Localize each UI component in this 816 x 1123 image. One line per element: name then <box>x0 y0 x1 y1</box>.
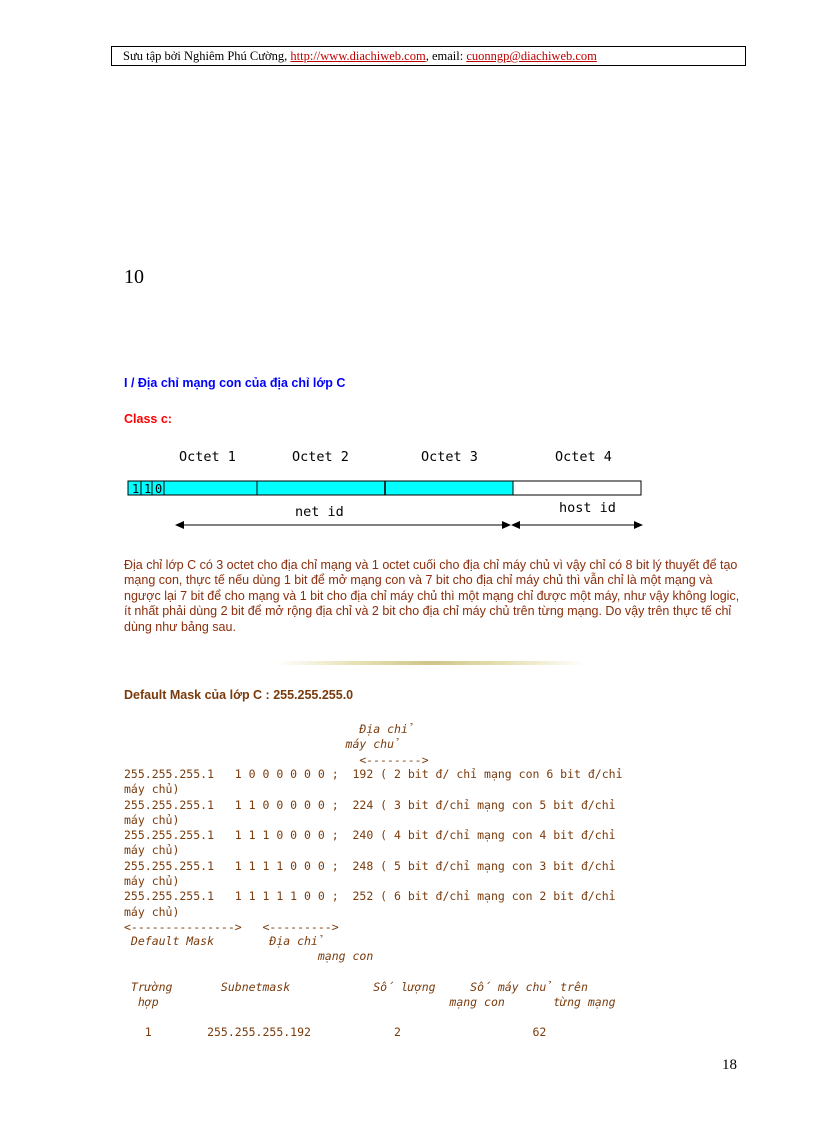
section-title: I / Địa chỉ mạng con của địa chỉ lớp C <box>124 376 346 390</box>
default-mask-title: Default Mask của lớp C : 255.255.255.0 <box>124 688 354 702</box>
host-id-field <box>513 481 641 495</box>
subnet-table-row: 1 255.255.255.192 2 62 <box>124 1025 547 1039</box>
section-divider <box>276 661 586 665</box>
header-email-label: , email: <box>425 49 467 63</box>
net-id-field <box>128 481 513 495</box>
octet-4-label: Octet 4 <box>555 449 612 465</box>
bit-2: 1 <box>144 482 152 496</box>
chapter-number: 10 <box>124 266 144 288</box>
header-author: Sưu tập bởi Nghiêm Phú Cường, <box>123 49 291 63</box>
net-id-arrow <box>175 521 511 529</box>
body-paragraph: Địa chỉ lớp C có 3 octet cho địa chỉ mạng và 1 octet cuối cho địa chỉ máy chủ vì vậy chỉ có 8 bit lý thuyết để tạo mạng con, thực tế nếu dùng 1 bit để mở mạng con và 7 bit cho địa chỉ máy chủ thì vẫn chỉ là một mạng và ngược lại 7 bit để cho mạng và 1 bit cho địa chỉ máy chủ thì một mạng chỉ được một máy, như vậy không logic, ít nhất phải dùng 2 bit để mở rộng địa chỉ và 2 bit cho địa chỉ máy chủ trên từng mạng. Do vậy trên thực tế chỉ dùng như bảng sau. <box>124 558 740 634</box>
host-id-arrow <box>511 521 643 529</box>
header-url-link[interactable]: http://www.diachiweb.com <box>290 49 426 63</box>
bit-3: 0 <box>155 482 163 496</box>
mask-legend: Default Mask Địa chỉ mạng con <box>130 934 374 964</box>
octet-1-label: Octet 1 <box>179 449 236 465</box>
header-email-link[interactable]: cuonngp@diachiweb.com <box>466 49 597 63</box>
net-id-label: net id <box>295 504 344 520</box>
subnet-table-header: Trường Subnetmask Số lượng Số máy chủ trên hợp mạng con từng mạng <box>130 980 616 1010</box>
host-id-label: host id <box>559 500 616 516</box>
octet-3-label: Octet 3 <box>421 449 478 465</box>
bit-1: 1 <box>132 482 140 496</box>
class-label: Class c: <box>124 412 172 426</box>
octet-2-label: Octet 2 <box>292 449 349 465</box>
mask-rows: 255.255.255.1 1 0 0 0 0 0 0 ; 192 ( 2 bit đ/ chỉ mạng con 6 bit đ/chỉ máy chủ) 255.255.255.1 1 1 0 0 0 0 0 ; 224 ( 3 bit đ/chỉ mạng con 5 bit đ/chỉ máy chủ) 255.255.255.1 1 1 1 0 0 0 0 ; 240 ( 4 bit đ/chỉ mạng con 4 bit đ/chỉ máy chủ) 255.255.255.1 1 1 1 1 0 0 0 ; 248 ( 5 bit đ/chỉ mạng con 3 bit đ/chỉ máy chủ) 255.255.255.1 1 1 1 1 1 0 0 ; 252 ( 6 bit đ/chỉ mạng con 2 bit đ/chỉ máy chủ) <---------------> <---------> <box>124 767 623 934</box>
class-c-diagram <box>120 440 660 540</box>
page-header <box>111 46 746 66</box>
host-address-heading: Địa chỉ máy chủ <--------> <box>345 722 429 767</box>
page-number: 18 <box>722 1057 737 1073</box>
